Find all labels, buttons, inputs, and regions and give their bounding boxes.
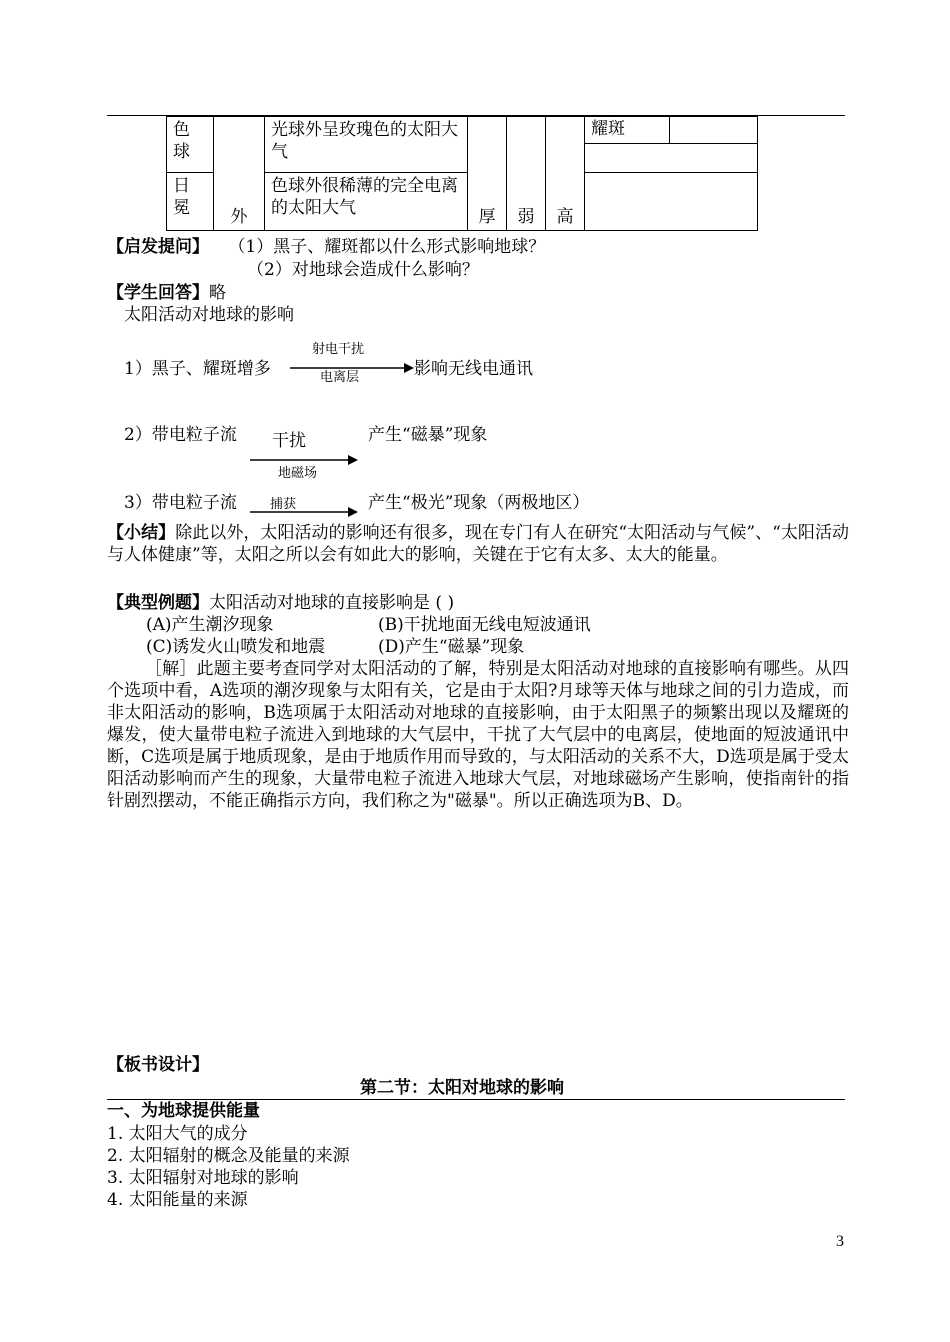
cell-chromosphere-desc: 光球外呈玫瑰色的太阳大气 [265,117,468,173]
board-label: 【板书设计】 [107,1055,209,1075]
effects-heading: 太阳活动对地球的影响 [124,305,294,325]
solar-atmosphere-table [166,116,758,231]
answer-label: 【学生回答】 [107,283,209,303]
option-c: (C)诱发火山喷发和地震 [146,637,326,657]
cell-flare [585,117,758,173]
cell-position: 外 [214,117,265,231]
board-item-1: 1. 太阳大气的成分 [107,1124,248,1144]
board-item-2: 2. 太阳辐射的概念及能量的来源 [107,1146,350,1166]
prompt-label: 【启发提问】 [107,237,209,257]
effect-2-result: 产生“磁暴”现象 [368,425,488,445]
summary-label: 【小结】 [107,523,176,543]
board-section: 一、为地球提供能量 [107,1101,260,1121]
board-item-4: 4. 太阳能量的来源 [107,1190,248,1210]
prompt-line-1 [107,236,545,258]
effect-2-lead: 2）带电粒子流 [124,425,237,445]
effect-3-result: 产生“极光”现象（两极地区） [368,493,590,513]
page-number: 3 [836,1233,844,1250]
example-question: 太阳活动对地球的直接影响是 ( ) [209,593,455,613]
summary-text: 除此以外，太阳活动的影响还有很多，现在专门有人在研究“太阳活动与气候”、“太阳活动与人体健康”等，太阳之所以会有如此大的影响，关键在于它有太多、太大的能量。 [107,523,850,565]
solution-paragraph: ［解］此题主要考查同学对太阳活动的了解，特别是太阳活动对地球的直接影响有哪些。从四个选项中看，A选项的潮汐现象与太阳有关，它是由于太阳?月球等天体与地球之间的引力造成，而非太阳活动的影响，B选项属于太阳活动对地球的直接影响，由于太阳黑子的频繁出现以及耀斑的爆发，使大量带电粒子流进入到地球的大气层中，干扰了大气层中的电离层，使地面的短波通讯中断，C选项是属于地质现象，是由于地质作用而导致的，与太阳活动的关系不大，D选项是属于受太阳活动影响而产生的现象，大量带电粒子流进入地球大气层，对地球磁场产生影响，使指南针的指针剧烈摆动，不能正确指示方向，我们称之为"磁暴"。所以正确选项为B、D。 [107,659,849,811]
effect-1-below: 电离层 [320,370,360,385]
prompt-q1: （1）黑子、耀斑都以什么形式影响地球？ [228,237,546,257]
effect-3-above: 捕获 [270,497,297,512]
cell-corona-name: 日 冕 [167,173,214,231]
answer-text: 略 [209,283,226,303]
effect-2-below: 地磁场 [278,466,318,481]
option-b: (B)干扰地面无线电短波通讯 [378,615,591,635]
effect-2-above: 干扰 [272,431,306,451]
answer-line [107,282,226,304]
effect-2-arrow [250,454,362,466]
effect-3-arrow [250,506,362,518]
cell-temperature: 高 [546,117,585,231]
flare-label: 耀斑 [585,117,670,143]
option-d: (D)产生“磁暴”现象 [378,637,525,657]
summary-paragraph [107,522,849,566]
board-item-3: 3. 太阳辐射对地球的影响 [107,1168,299,1188]
effect-3-lead: 3）带电粒子流 [124,493,237,513]
prompt-q2: （2）对地球会造成什么影响？ [247,260,479,280]
example-label: 【典型例题】 [107,593,209,613]
example-line [107,592,454,614]
cell-strength: 弱 [507,117,546,231]
effect-1-lead: 1）黑子、耀斑增多 [124,359,271,379]
cell-chromosphere-name: 色 球 [167,117,214,173]
option-a: (A)产生潮汐现象 [146,615,274,635]
cell-corona-desc: 色球外很稀薄的完全电离的太阳大气 [265,173,468,231]
cell-thickness: 厚 [468,117,507,231]
effect-1-result: 影响无线电通讯 [414,359,533,379]
cell-empty [585,173,758,231]
board-title: 第二节：太阳对地球的影响 [360,1078,564,1098]
effect-1-above: 射电干扰 [312,342,365,357]
